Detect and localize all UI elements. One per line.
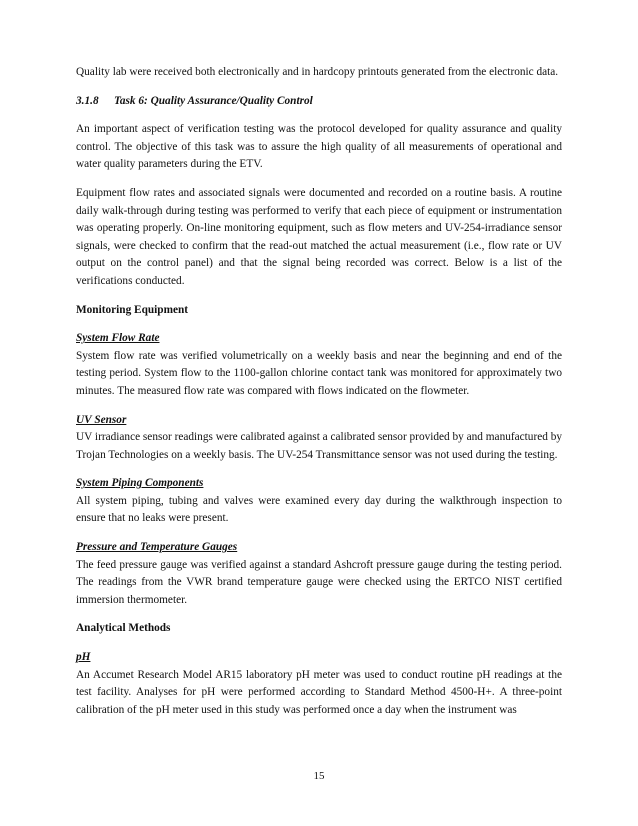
document-page [76,64,562,719]
gauges-heading: Pressure and Temperature Gauges [76,541,238,554]
flow-rate-paragraph: System flow rate was verified volumetrically on a weekly basis and near the beginning and end of the testing period. System flow to the 1100-gallon chlorine contact tank was monitored for approximately two minutes. The measured flow rate was compared with flows indicated on the flowmeter. [76,349,562,397]
analytical-methods-heading: Analytical Methods [76,622,171,635]
piping-heading: System Piping Components [76,477,204,490]
piping-paragraph: All system piping, tubing and valves were examined every day during the walkthrough inspection to ensure that no leaks were present. [76,494,562,525]
uv-sensor-paragraph: UV irradiance sensor readings were calibrated against a calibrated sensor provided by and manufactured by Trojan Technologies on a weekly basis. The UV-254 Transmittance sensor was not used during the testing. [76,431,562,461]
qa-objective-paragraph: An important aspect of verification testing was the protocol developed for quality assurance and quality control. The objective of this task was to assure the high quality of all measurements of operational and water quality parameters during the ETV. [76,123,562,171]
monitoring-equipment-heading: Monitoring Equipment [76,303,189,316]
uv-sensor-heading: UV Sensor [76,413,127,426]
ph-paragraph: An Accumet Research Model AR15 laboratory pH meter was used to conduct routine pH readings at the test facility. Analyses for pH were performed according to Standard Method 4500-H+. A three-point calibration of the pH meter used in this study was performed once a day when the instrument was [76,668,562,716]
task-title: Task 6: Quality Assurance/Quality Control [114,94,313,107]
flow-rate-heading: System Flow Rate [76,332,160,345]
intro-paragraph: Quality lab were received both electronically and in hardcopy printouts generated from the electronic data. [76,66,559,78]
ph-heading: pH [76,651,91,664]
page-number: 15 [313,770,325,782]
task-heading [76,93,562,111]
equipment-flow-paragraph: Equipment flow rates and associated signals were documented and recorded on a routine basis. A routine daily walk-through during testing was performed to verify that each piece of equipment or instrumentation was operating properly. On-line monitoring equipment, such as flow meters and UV-254-irradiance sensor signals, were checked to confirm that the read-out matched the actual measurement (i.e., flow rate or UV output on the control panel) and that the signal being recorded was correct. Below is a list of the verifications conducted. [76,186,562,287]
gauges-paragraph: The feed pressure gauge was verified against a standard Ashcroft pressure gauge during the testing period. The readings from the VWR brand temperature gauge were checked using the ERTCO NIST certified immersion thermometer. [76,558,562,606]
task-number: 3.1.8 [76,94,99,107]
